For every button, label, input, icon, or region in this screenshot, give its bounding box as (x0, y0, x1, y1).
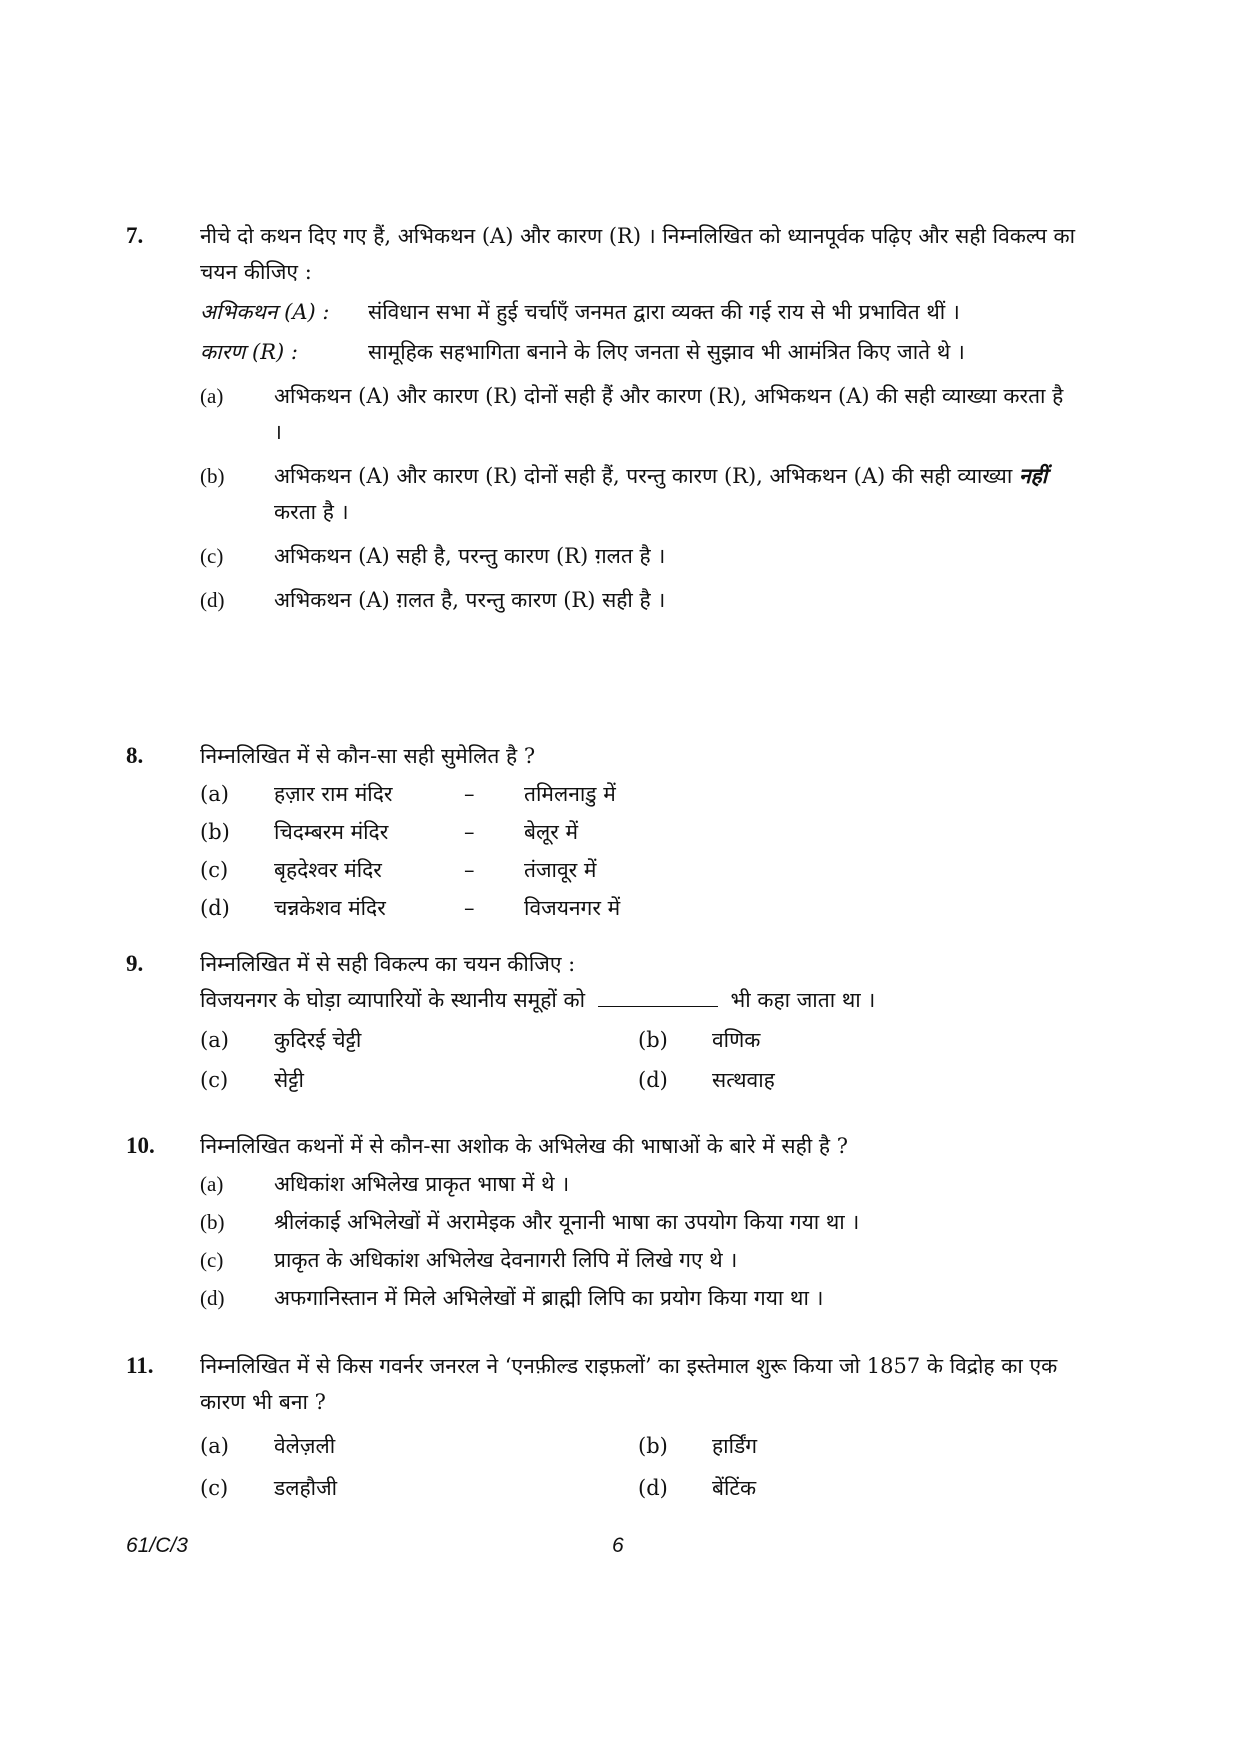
option-letter: (d) (200, 588, 225, 612)
option-d[interactable] (200, 582, 1076, 618)
assertion-text: संविधान सभा में हुई चर्चाएँ जनमत द्वारा व्यक्त की गई राय से भी प्रभावित थीं । (368, 300, 960, 324)
option-text: प्राकृत के अधिकांश अभिलेख देवनागरी लिपि में लिखे गए थे । (274, 1248, 738, 1272)
option-letter: (b) (200, 464, 225, 488)
options-row-1 (200, 1428, 1076, 1464)
match-right: तंजावूर में (524, 858, 597, 882)
match-row-d[interactable] (200, 890, 1076, 926)
option-letter: (d) (200, 1286, 225, 1310)
match-left: चिदम्बरम मंदिर (274, 820, 389, 844)
option-letter: (a) (200, 1434, 229, 1458)
match-left: बृहदेश्वर मंदिर (274, 858, 382, 882)
assertion-label: अभिकथन (A) : (200, 300, 330, 324)
match-dash: – (464, 820, 475, 844)
option-text: अधिकांश अभिलेख प्राकृत भाषा में थे । (274, 1172, 570, 1196)
answer-blank (598, 984, 718, 1007)
match-row-c[interactable] (200, 852, 1076, 888)
question-stem: नीचे दो कथन दिए गए हैं, अभिकथन (A) और कारण (R) । निम्नलिखित को ध्यानपूर्वक पढ़िए और सही विकल्प का चयन कीजिए : (200, 224, 1076, 284)
page-number: 6 (612, 1534, 624, 1557)
option-text: अभिकथन (A) और कारण (R) दोनों सही हैं और कारण (R), अभिकथन (A) की सही व्याख्या करता है । (274, 384, 1064, 444)
option-letter: (c) (200, 1476, 229, 1500)
option-letter: (c) (200, 858, 229, 882)
question-7 (126, 218, 1076, 618)
option-letter: (b) (200, 1210, 225, 1234)
option-c[interactable]: डलहौजी (274, 1476, 338, 1500)
option-letter: (a) (200, 384, 224, 408)
assertion-row (200, 294, 1076, 330)
option-c[interactable] (200, 1242, 1076, 1278)
question-9 (126, 946, 1076, 1098)
option-text: श्रीलंकाई अभिलेखों में अरामेइक और यूनानी भाषा का उपयोग किया गया था । (274, 1210, 860, 1234)
question-number: 9. (126, 951, 144, 976)
option-d[interactable]: बेंटिंक (712, 1476, 757, 1500)
option-text-after: करता है । (274, 500, 349, 524)
question-number: 10. (126, 1133, 155, 1158)
option-b[interactable] (200, 1204, 1076, 1240)
option-text: अफगानिस्तान में मिले अभिलेखों में ब्राह्मी लिपि का प्रयोग किया गया था । (274, 1286, 824, 1310)
option-letter: (a) (200, 1172, 224, 1196)
option-text-before: अभिकथन (A) और कारण (R) दोनों सही हैं, परन्तु कारण (R), अभिकथन (A) की सही व्याख्या (274, 464, 1019, 488)
option-a[interactable]: वेलेज़ली (274, 1434, 336, 1458)
option-d[interactable]: सत्थवाह (712, 1068, 775, 1092)
reason-row (200, 334, 1076, 370)
match-dash: – (464, 896, 475, 920)
option-text: अभिकथन (A) ग़लत है, परन्तु कारण (R) सही है । (274, 588, 666, 612)
option-b[interactable] (200, 458, 1076, 530)
option-letter: (d) (638, 1068, 668, 1092)
question-stem: निम्नलिखित कथनों में से कौन-सा अशोक के अभिलेख की भाषाओं के बारे में सही है ? (200, 1134, 848, 1158)
reason-text: सामूहिक सहभागिता बनाने के लिए जनता से सुझाव भी आमंत्रित किए जाते थे । (368, 340, 965, 364)
match-dash: – (464, 858, 475, 882)
option-d[interactable] (200, 1280, 1076, 1316)
reason-label: कारण (R) : (200, 340, 298, 364)
option-text-emphasis: नहीं (1018, 463, 1048, 488)
match-left: चन्नकेशव मंदिर (274, 896, 386, 920)
options-row-2 (200, 1470, 1076, 1506)
question-10 (126, 1128, 1076, 1316)
option-letter: (c) (200, 1068, 229, 1092)
match-row-a[interactable] (200, 776, 1076, 812)
options-row-2 (200, 1062, 1076, 1098)
option-letter: (c) (200, 1248, 224, 1272)
question-number: 8. (126, 743, 144, 768)
match-dash: – (464, 782, 475, 806)
option-c[interactable] (200, 538, 1076, 574)
question-stem: निम्नलिखित में से किस गवर्नर जनरल ने ‘एनफ़ील्ड राइफ़लों’ का इस्तेमाल शुरू किया जो 1857 के विद्रोह का एक कारण भी बना ? (200, 1354, 1058, 1414)
option-letter: (b) (200, 820, 230, 844)
option-a[interactable] (200, 1166, 1076, 1202)
option-letter: (b) (638, 1434, 668, 1458)
match-right: विजयनगर में (524, 896, 621, 920)
question-number: 11. (126, 1353, 154, 1378)
paper-code: 61/C/3 (126, 1534, 188, 1557)
question-8 (126, 738, 1076, 926)
fill-blank-sentence (200, 982, 1076, 1018)
question-stem: निम्नलिखित में से सही विकल्प का चयन कीजिए : (200, 952, 576, 976)
option-letter: (d) (200, 896, 230, 920)
option-b[interactable]: हार्डिंग (712, 1434, 758, 1458)
options-row-1 (200, 1022, 1076, 1058)
option-text: अभिकथन (A) सही है, परन्तु कारण (R) ग़लत है । (274, 544, 666, 568)
sentence-after: भी कहा जाता था । (730, 988, 876, 1012)
option-letter: (a) (200, 782, 229, 806)
question-stem: निम्नलिखित में से कौन-सा सही सुमेलित है ? (200, 744, 536, 768)
match-right: तमिलनाडु में (524, 782, 616, 806)
option-letter: (c) (200, 544, 224, 568)
option-letter: (b) (638, 1028, 668, 1052)
option-a[interactable]: कुदिरई चेट्टी (274, 1028, 362, 1052)
option-c[interactable]: सेट्टी (274, 1068, 304, 1092)
option-letter: (d) (638, 1476, 668, 1500)
question-11 (126, 1348, 1076, 1506)
question-number: 7. (126, 223, 144, 248)
option-letter: (a) (200, 1028, 229, 1052)
sentence-before: विजयनगर के घोड़ा व्यापारियों के स्थानीय समूहों को (200, 988, 586, 1012)
option-text (274, 458, 1076, 530)
option-a[interactable] (200, 378, 1076, 450)
option-b[interactable]: वणिक (712, 1028, 761, 1052)
match-row-b[interactable] (200, 814, 1076, 850)
match-left: हज़ार राम मंदिर (274, 782, 393, 806)
match-right: बेलूर में (524, 820, 579, 844)
